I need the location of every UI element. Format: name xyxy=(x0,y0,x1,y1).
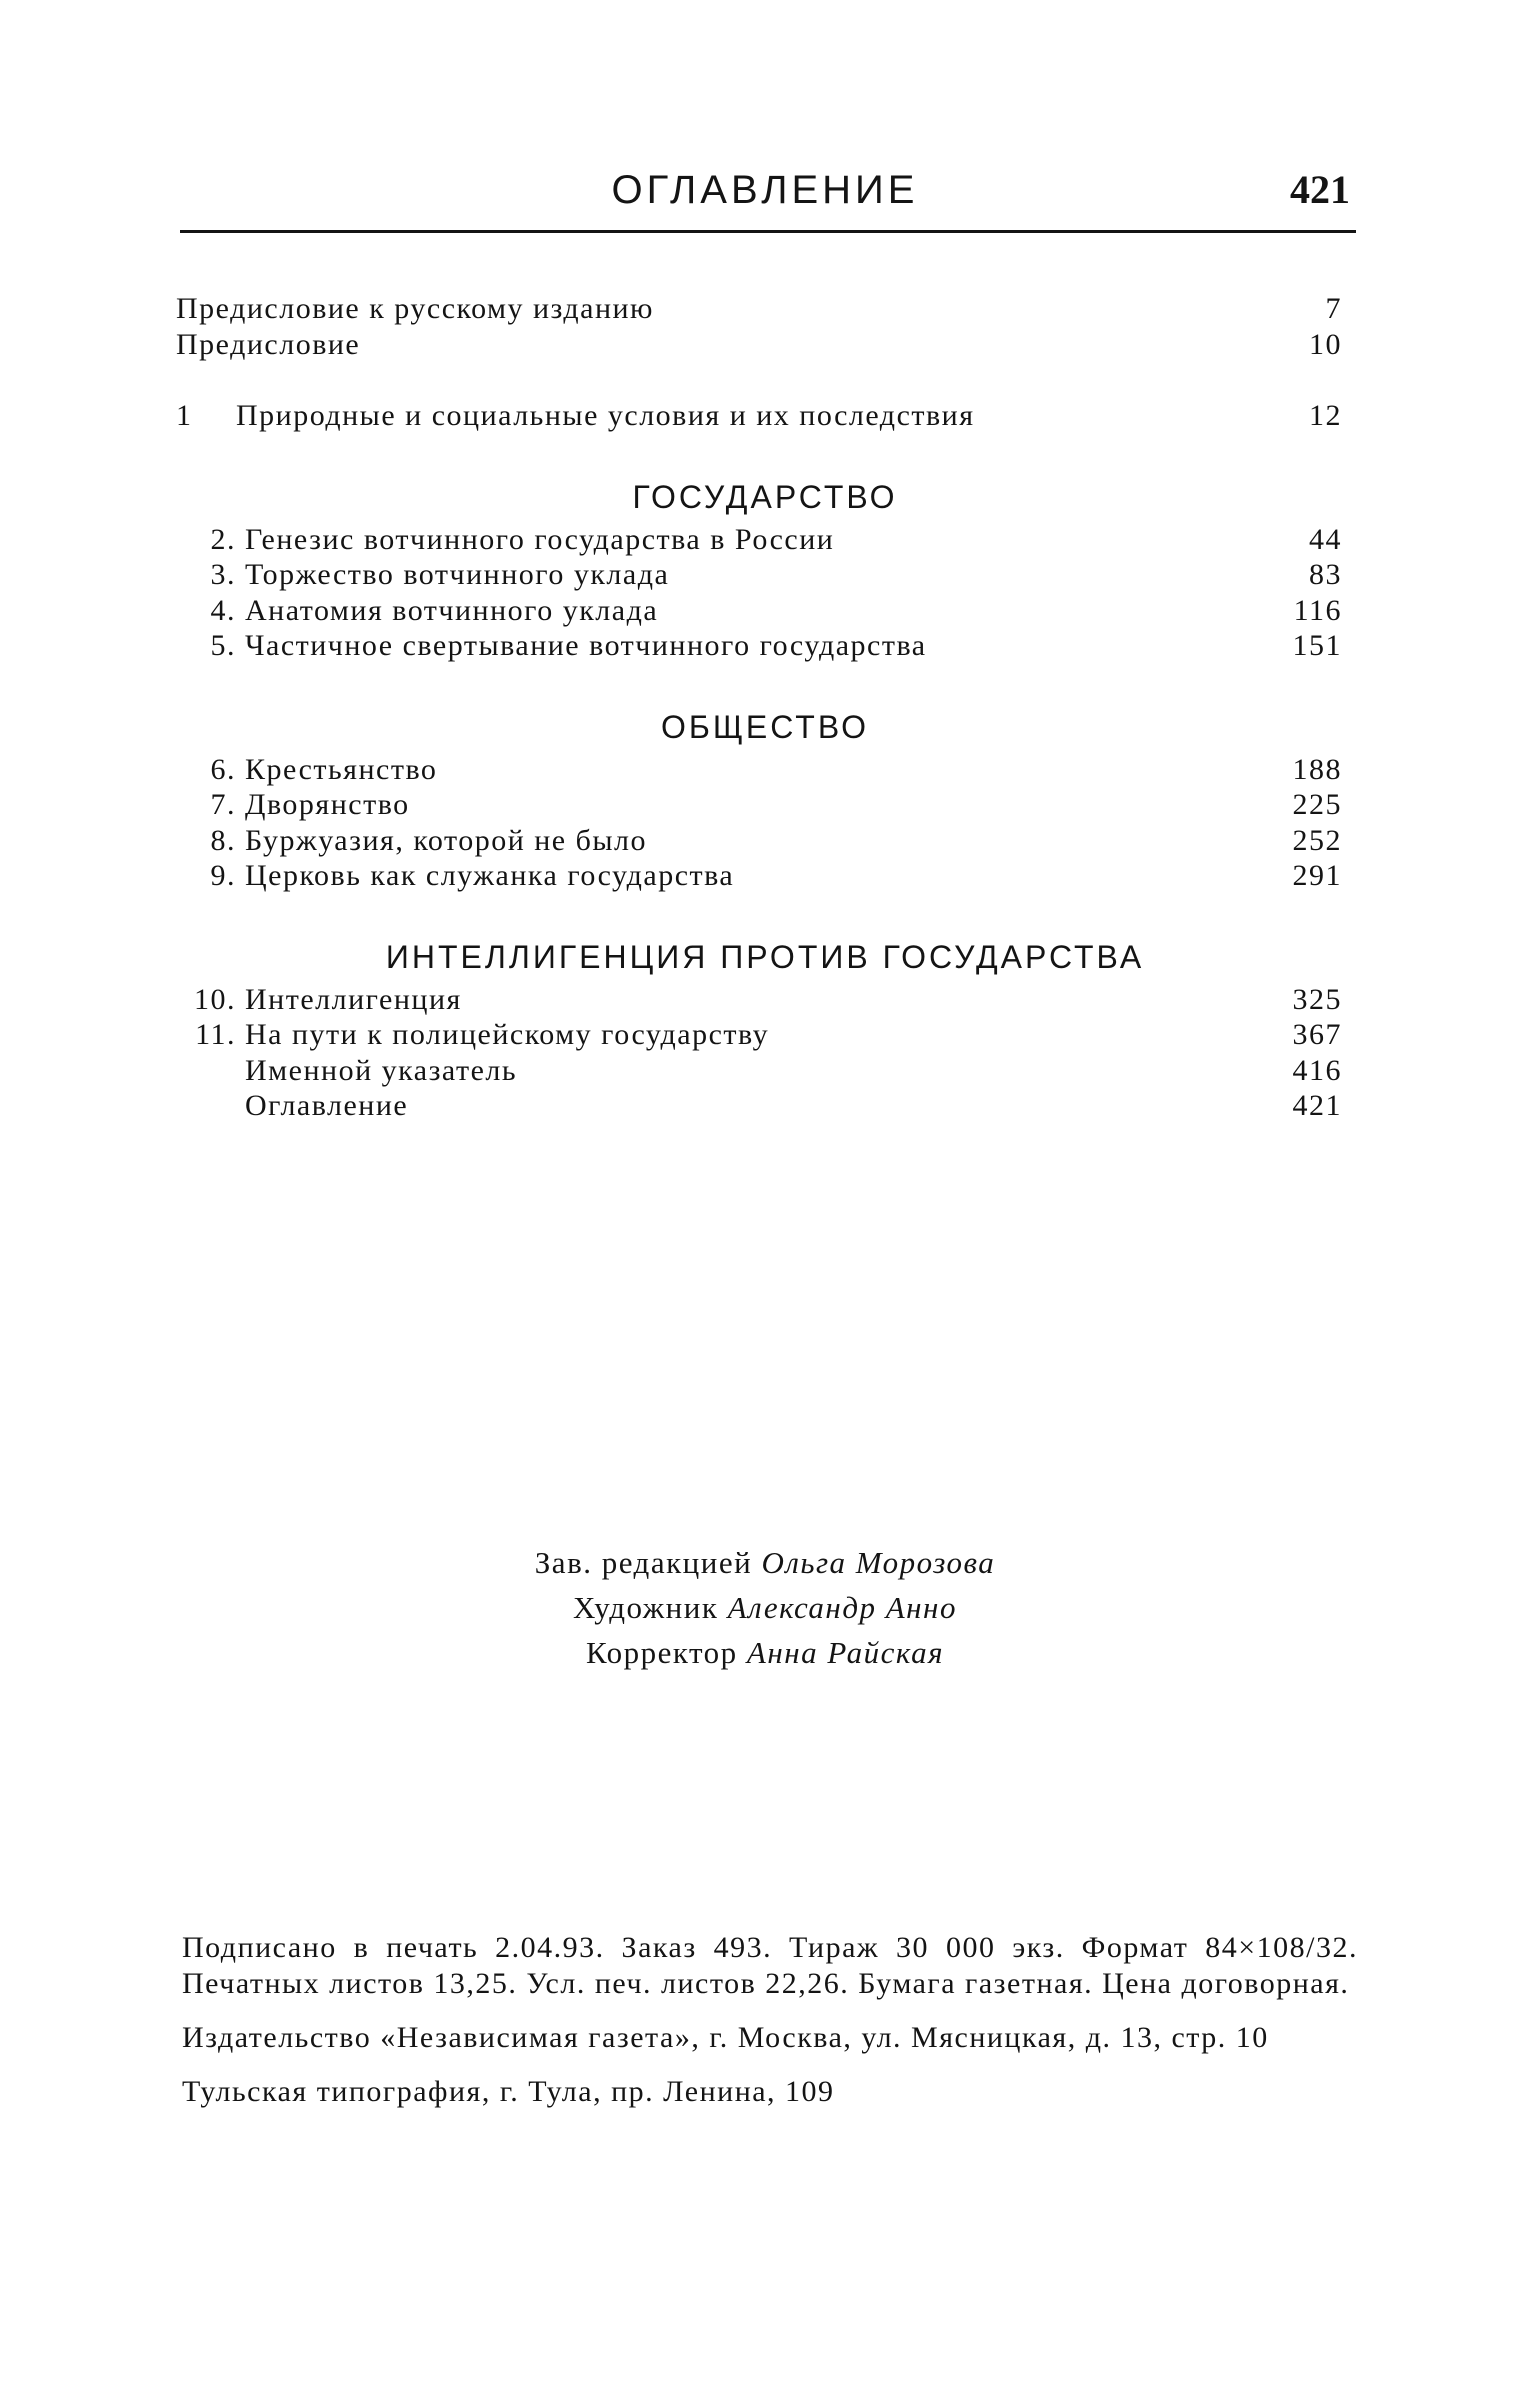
toc-entry-title: Буржуазия, которой не было xyxy=(245,823,648,857)
section-heading: ОБЩЕСТВО xyxy=(661,708,869,745)
toc-entry-page: 116 xyxy=(1293,593,1342,627)
header-divider xyxy=(180,230,1356,233)
toc-entry-title: Церковь как служанка государства xyxy=(245,859,735,892)
toc-entry-page: 83 xyxy=(1309,558,1342,591)
toc-entry-number: 3. xyxy=(210,558,236,591)
toc-entry-page: 44 xyxy=(1309,522,1342,556)
toc-entry xyxy=(176,292,1354,328)
credit-line xyxy=(180,1585,1350,1630)
toc-entry-number: 6. xyxy=(210,752,236,786)
toc-entry-title: Генезис вотчинного государства в России xyxy=(245,522,835,556)
toc-entry-page: 252 xyxy=(1292,823,1342,857)
toc-entry-number: 9. xyxy=(210,859,236,892)
editorial-credits xyxy=(180,1540,1350,1675)
toc-entry-title: На пути к полицейскому государству xyxy=(245,1018,770,1051)
toc-entry-title: Анатомия вотчинного уклада xyxy=(245,593,659,627)
print-info: Подписано в печать 2.04.93. Заказ 493. Тираж 30 000 экз. Формат 84×108/32. Печатных листов 13,25. Усл. печ. листов 22,26. Бумага газетная. Цена договорная. xyxy=(182,1931,1358,2000)
toc-entry-page: 416 xyxy=(1292,1053,1342,1087)
toc-entry-number: 8. xyxy=(210,823,236,857)
table-of-contents xyxy=(176,292,1354,1125)
page-title: ОГЛАВЛЕНИЕ xyxy=(611,168,919,212)
toc-entry xyxy=(176,983,1354,1019)
toc-entry-number: 1 xyxy=(176,399,193,432)
toc-entry-page: 7 xyxy=(1325,292,1342,325)
toc-entry-title: Предисловие xyxy=(176,327,361,361)
toc-entry-title: Торжество вотчинного уклада xyxy=(245,558,670,591)
credit-line xyxy=(180,1630,1350,1675)
toc-entry-title: Предисловие к русскому изданию xyxy=(176,292,654,325)
toc-entry-title: Интеллигенция xyxy=(245,982,462,1016)
toc-entry-page: 151 xyxy=(1292,629,1342,662)
credit-role: Художник xyxy=(573,1590,719,1625)
toc-entry-title: Частичное свертывание вотчинного государства xyxy=(245,629,927,662)
toc-entry xyxy=(176,558,1354,594)
toc-entry-number: 2. xyxy=(210,522,236,556)
toc-entry-title: Дворянство xyxy=(245,788,410,821)
toc-entry xyxy=(176,824,1354,860)
toc-entry xyxy=(176,859,1354,895)
toc-entry-page: 421 xyxy=(1292,1089,1342,1122)
toc-entry-title: Оглавление xyxy=(245,1089,409,1122)
toc-entry xyxy=(176,523,1354,559)
toc-entry-number: 5. xyxy=(210,629,236,662)
toc-entry-page: 10 xyxy=(1309,327,1342,361)
credit-role: Зав. редакцией xyxy=(534,1545,753,1580)
toc-entry-page: 188 xyxy=(1292,752,1342,786)
toc-entry-page: 367 xyxy=(1292,1018,1342,1051)
toc-entry xyxy=(176,753,1354,789)
credit-name: Александр Анно xyxy=(727,1590,957,1625)
toc-entry xyxy=(176,1054,1354,1090)
toc-entry-number: 7. xyxy=(210,788,236,821)
toc-entry-number: 11. xyxy=(195,1018,236,1051)
toc-entry-number: 10. xyxy=(194,982,236,1016)
toc-entry xyxy=(176,1089,1354,1125)
publisher-info: Издательство «Независимая газета», г. Москва, ул. Мясницкая, д. 13, стр. 10 xyxy=(182,2021,1269,2054)
credit-role: Корректор xyxy=(585,1635,738,1670)
printer-info: Тульская типография, г. Тула, пр. Ленина, 109 xyxy=(182,2075,835,2108)
toc-entry-title: Именной указатель xyxy=(245,1053,518,1087)
toc-entry-page: 225 xyxy=(1292,788,1342,821)
imprint-block xyxy=(182,1930,1358,2128)
toc-entry-page: 325 xyxy=(1292,982,1342,1016)
toc-entry-page: 291 xyxy=(1292,859,1342,892)
toc-entry-page: 12 xyxy=(1309,399,1342,432)
toc-entry xyxy=(176,594,1354,630)
toc-entry-number: 4. xyxy=(210,593,236,627)
toc-entry xyxy=(176,788,1354,824)
toc-entry-title: Природные и социальные условия и их последствия xyxy=(236,399,975,432)
credit-line xyxy=(180,1540,1350,1585)
section-heading: ИНТЕЛЛИГЕНЦИЯ ПРОТИВ ГОСУДАРСТВА xyxy=(385,938,1145,975)
page-number: 421 xyxy=(1290,167,1350,212)
toc-entry xyxy=(176,1018,1354,1054)
section-heading: ГОСУДАРСТВО xyxy=(632,478,898,515)
toc-entry xyxy=(176,328,1354,364)
toc-entry xyxy=(176,399,1354,435)
credit-name: Анна Райская xyxy=(746,1635,945,1670)
credit-name: Ольга Морозова xyxy=(761,1545,996,1580)
toc-entry-title: Крестьянство xyxy=(245,752,438,786)
toc-entry xyxy=(176,629,1354,665)
